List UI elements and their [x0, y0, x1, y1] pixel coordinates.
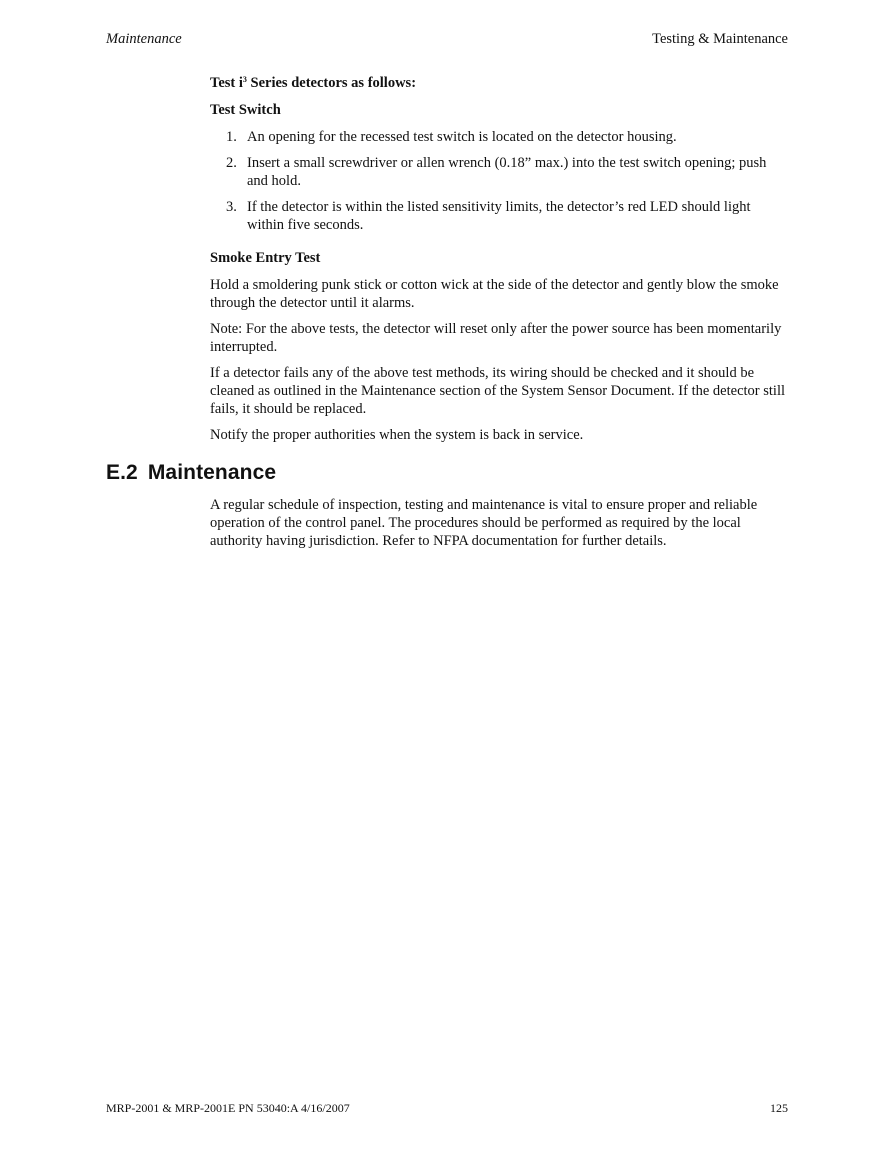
intro-heading-prefix: Test i [210, 75, 243, 91]
step-number: 1. [226, 129, 237, 145]
section-number: E.2 [106, 461, 138, 484]
intro-heading-suffix: Series detectors as follows: [246, 75, 417, 91]
section-title: Maintenance [147, 461, 277, 484]
list-item [210, 154, 790, 190]
page-number: 125 [770, 1101, 788, 1115]
test-switch-heading: Test Switch [210, 102, 281, 118]
step-text: If the detector is within the listed sensitivity limits, the detector’s red LED should light within five seconds. [247, 199, 751, 233]
notify-paragraph: Notify the proper authorities when the system is back in service. [210, 427, 584, 443]
list-item [210, 128, 790, 146]
section-heading [106, 461, 276, 485]
test-switch-steps [210, 128, 790, 242]
intro-heading-superscript: 3 [242, 75, 247, 84]
running-header-section: Testing & Maintenance [652, 31, 788, 47]
step-number: 2. [226, 155, 237, 171]
smoke-entry-heading: Smoke Entry Test [210, 250, 321, 266]
step-text: Insert a small screwdriver or allen wrench (0.18” max.) into the test switch opening; push and hold. [247, 155, 767, 189]
running-header-chapter: Maintenance [106, 31, 182, 47]
footer-document-id: MRP-2001 & MRP-2001E PN 53040:A 4/16/2007 [106, 1101, 350, 1115]
step-number: 3. [226, 199, 237, 215]
section-body: A regular schedule of inspection, testing and maintenance is vital to ensure proper and reliable operation of the control panel. The procedures should be performed as required by the local authority having jurisdiction. Refer to NFPA documentation for further details. [210, 497, 758, 549]
step-text: An opening for the recessed test switch is located on the detector housing. [247, 129, 677, 145]
intro-heading [210, 75, 416, 92]
failure-paragraph: If a detector fails any of the above test methods, its wiring should be checked and it should be cleaned as outlined in the Maintenance section of the System Sensor Document. If the detector still fails, it should be replaced. [210, 365, 786, 417]
note-paragraph: Note: For the above tests, the detector will reset only after the power source has been momentarily interrupted. [210, 321, 782, 355]
smoke-entry-paragraph: Hold a smoldering punk stick or cotton wick at the side of the detector and gently blow the smoke through the detector until it alarms. [210, 277, 779, 311]
list-item [210, 198, 790, 234]
